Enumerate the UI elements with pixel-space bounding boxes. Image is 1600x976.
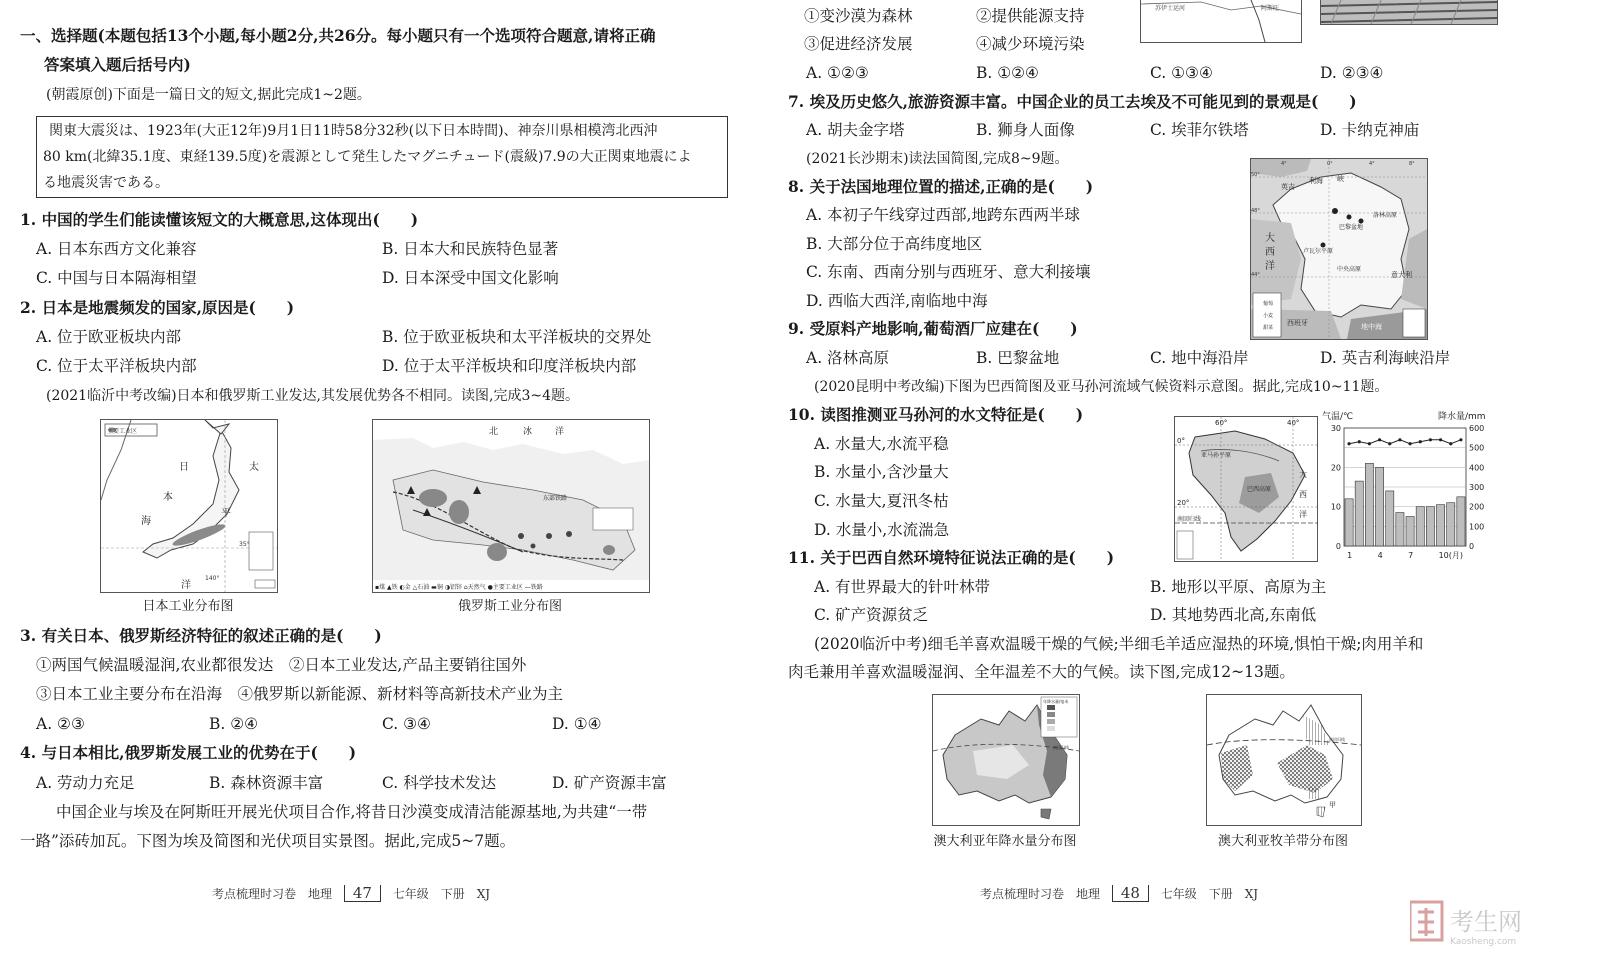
question-1-stem: 1. 中国的学生们能读懂该短文的大概意思,这体现出( ) bbox=[20, 210, 419, 229]
australia-rainfall-caption: 澳大利亚年降水量分布图 bbox=[933, 834, 1077, 849]
footer-title: 考点梳理时习卷 地理 bbox=[212, 887, 333, 901]
japanese-text-box bbox=[36, 116, 728, 198]
precip-bar bbox=[1345, 499, 1353, 546]
russia-sea-label: 北 bbox=[489, 427, 499, 437]
japan-legend-label: 主要工业区 bbox=[107, 428, 138, 435]
climate-chart bbox=[1320, 410, 1500, 564]
precip-bar bbox=[1406, 517, 1414, 547]
temperature-point bbox=[1358, 440, 1361, 443]
q7-option-a[interactable]: A. 胡夫金字塔 bbox=[806, 121, 905, 139]
russia-sea-label: 洋 bbox=[555, 427, 565, 437]
question-7-stem: 7. 埃及历史悠久,旅游资源丰富。中国企业的员工去埃及不可能见到的景观是( ) bbox=[788, 92, 1357, 111]
temperature-line bbox=[1349, 440, 1461, 444]
q4-option-c[interactable]: C. 科学技术发达 bbox=[382, 774, 497, 792]
france-label: 洛林高原 bbox=[1373, 212, 1398, 219]
q3-statement-line: ①两国气候温暖湿润,农业都很发达 ②日本工业发达,产品主要销往国外 bbox=[36, 656, 527, 674]
japan-map-caption: 日本工业分布图 bbox=[142, 599, 234, 614]
russia-legend: ▪煤 ▲铁 ◐金 △石油 ▬铜 ◑铝锌 ⌂天然气 ●主要工业区 —铁路 bbox=[375, 584, 543, 591]
jp-line: 80 km(北緯35.1度、東経139.5度)を震源として発生したマグニチュード(震級)7.9の大正関東地震によ bbox=[43, 149, 692, 165]
q8-option-b[interactable]: B. 大部分位于高纬度地区 bbox=[806, 235, 983, 253]
q3-option-a[interactable]: A. ②③ bbox=[36, 715, 85, 733]
q1-option-a[interactable]: A. 日本东西方文化兼容 bbox=[36, 240, 197, 258]
intro-q5-7-cont: 一路”添砖加瓦。下图为埃及简图和光伏项目实景图。据此,完成5~7题。 bbox=[20, 832, 516, 850]
brazil-label: 西 bbox=[1299, 490, 1307, 499]
brazil-label: 亚马孙平原 bbox=[1201, 452, 1232, 459]
sheep-mark-label: 甲 bbox=[1329, 801, 1336, 809]
q8-option-a[interactable]: A. 本初子午线穿过西部,地跨东西两半球 bbox=[806, 206, 1080, 224]
watermark-main: 考生网 bbox=[1450, 908, 1522, 936]
q3-option-d[interactable]: D. ①④ bbox=[552, 715, 602, 733]
precip-tick-label: 500 bbox=[1469, 443, 1485, 453]
precip-bar bbox=[1386, 491, 1394, 546]
footer-grade: 七年级 下册 XJ bbox=[1160, 887, 1259, 901]
temp-tick-label: 30 bbox=[1330, 424, 1341, 433]
france-lon: 0° bbox=[1327, 161, 1333, 167]
france-label: 峡 bbox=[1337, 175, 1344, 183]
precip-tick-label: 400 bbox=[1469, 463, 1485, 473]
q7-option-d[interactable]: D. 卡纳克神庙 bbox=[1320, 121, 1420, 139]
brazil-label: 洋 bbox=[1299, 510, 1307, 519]
q6-statement: ④减少环境污染 bbox=[976, 35, 1085, 53]
q9-option-d[interactable]: D. 英吉利海峡沿岸 bbox=[1320, 349, 1451, 367]
australia-sheep-caption: 澳大利亚牧羊带分布图 bbox=[1217, 834, 1348, 849]
temp-tick-label: 10 bbox=[1330, 502, 1341, 512]
q6-option-b[interactable]: B. ①②④ bbox=[976, 64, 1039, 82]
q6-option-d[interactable]: D. ②③④ bbox=[1320, 64, 1384, 82]
month-tick-label: 7 bbox=[1408, 551, 1414, 560]
intro-q12-13-cont: 肉毛兼用羊喜欢温暖湿润、全年温差不大的气候。读下图,完成12~13题。 bbox=[788, 663, 1295, 681]
japan-map-label: 平 bbox=[221, 508, 231, 519]
russia-rail-label: 东部铁路 bbox=[543, 495, 568, 502]
page-footer bbox=[980, 885, 1258, 902]
brazil-lat: 0° bbox=[1177, 437, 1185, 445]
rain-tropic-label: 南回归线 bbox=[1053, 745, 1069, 750]
q10-option-d[interactable]: D. 水量小,水流湍急 bbox=[814, 521, 950, 539]
russia-sea-label: 冰 bbox=[523, 427, 533, 437]
brazil-label: 南回归线 bbox=[1177, 516, 1202, 523]
q11-option-c[interactable]: C. 矿产资源贫乏 bbox=[814, 606, 929, 624]
temperature-point bbox=[1459, 438, 1462, 441]
france-legend: 甜菜 bbox=[1263, 325, 1274, 331]
section-title-cont: 答案填入题后括号内) bbox=[44, 55, 191, 74]
japan-map-label: 洋 bbox=[181, 580, 191, 591]
france-label: 意大利 bbox=[1391, 271, 1412, 279]
intro-q10-11: (2020昆明中考改编)下图为巴西简图及亚马孙河流域气候资料示意图。据此,完成10~11题。 bbox=[814, 379, 1389, 395]
precip-bar bbox=[1355, 481, 1363, 546]
sheep-tropic-label: 南回归线 bbox=[1329, 737, 1345, 742]
q6-statement: ①变沙漠为森林 bbox=[804, 7, 913, 25]
france-label: 大 bbox=[1265, 233, 1275, 244]
q9-option-a[interactable]: A. 洛林高原 bbox=[806, 349, 890, 367]
france-map bbox=[1250, 158, 1428, 340]
precip-tick-label: 0 bbox=[1469, 542, 1475, 551]
jp-line: 関東大震災は、1923年(大正12年)9月1日11時58分32秒(以下日本時間)、神奈川県相模湾北西沖 bbox=[49, 123, 658, 139]
brazil-label: 巴西高原 bbox=[1247, 486, 1272, 493]
q1-option-d[interactable]: D. 日本深受中国文化影响 bbox=[382, 269, 559, 287]
precip-bar bbox=[1416, 507, 1424, 546]
intro-q5-7: 中国企业与埃及在阿斯旺开展光伏项目合作,将昔日沙漠变成清洁能源基地,为共建“一带 bbox=[56, 803, 648, 821]
australia-rainfall-map bbox=[932, 694, 1080, 826]
q3-option-c[interactable]: C. ③④ bbox=[382, 715, 431, 733]
japan-map-label: 本 bbox=[163, 492, 173, 503]
france-legend: 葡萄 bbox=[1263, 301, 1274, 307]
france-lon: 8° bbox=[1409, 161, 1415, 167]
france-lon: 4° bbox=[1369, 161, 1375, 167]
france-label: 地中海 bbox=[1361, 323, 1382, 331]
month-tick-label: 10(月) bbox=[1438, 551, 1464, 560]
france-label: 利海 bbox=[1309, 177, 1323, 185]
precip-bar bbox=[1396, 513, 1404, 546]
q6-statement: ③促进经济发展 bbox=[804, 35, 913, 53]
question-10-stem: 10. 读图推测亚马孙河的水文特征是( ) bbox=[788, 405, 1084, 424]
temperature-point bbox=[1408, 442, 1411, 445]
watermark-sub: Kaosheng.com bbox=[1450, 937, 1517, 947]
q3-statement-line: ③日本工业主要分布在沿海 ④俄罗斯以新能源、新材料等高新技术产业为主 bbox=[36, 685, 564, 703]
q10-option-c[interactable]: C. 水量大,夏汛冬枯 bbox=[814, 492, 949, 510]
q1-option-b[interactable]: B. 日本大和民族特色显著 bbox=[382, 240, 559, 258]
temp-tick-label: 0 bbox=[1335, 542, 1341, 551]
brazil-lon: 40° bbox=[1287, 419, 1300, 427]
right-page bbox=[788, 0, 1600, 976]
q9-option-c[interactable]: C. 地中海沿岸 bbox=[1150, 349, 1249, 367]
precip-bar bbox=[1365, 463, 1373, 546]
question-3-stem: 3. 有关日本、俄罗斯经济特征的叙述正确的是( ) bbox=[20, 626, 382, 645]
japan-map-label: 海 bbox=[141, 516, 151, 527]
page-footer bbox=[212, 885, 490, 902]
temperature-point bbox=[1388, 442, 1391, 445]
month-tick-label: 4 bbox=[1377, 551, 1383, 560]
q6-statement: ②提供能源支持 bbox=[976, 7, 1085, 25]
solar-project-photo bbox=[1320, 0, 1498, 25]
brazil-lat: 20° bbox=[1177, 499, 1190, 507]
temperature-point bbox=[1368, 442, 1371, 445]
france-label: 巴黎盆地 bbox=[1339, 224, 1364, 231]
left-page bbox=[0, 0, 780, 976]
france-lat: 44° bbox=[1251, 272, 1260, 278]
france-label: 卢瓦尔平原 bbox=[1303, 248, 1334, 255]
intro-q8-9: (2021长沙期末)读法国简图,完成8~9题。 bbox=[806, 151, 1069, 167]
brazil-map bbox=[1174, 416, 1318, 562]
q7-option-b[interactable]: B. 狮身人面像 bbox=[976, 121, 1075, 139]
egypt-label: 苏伊士运河 bbox=[1155, 5, 1186, 12]
q11-option-b[interactable]: B. 地形以平原、高原为主 bbox=[1150, 578, 1327, 596]
q7-option-c[interactable]: C. 埃菲尔铁塔 bbox=[1150, 121, 1249, 139]
q2-option-c[interactable]: C. 位于太平洋板块内部 bbox=[36, 357, 197, 375]
temperature-point bbox=[1378, 438, 1381, 441]
france-lon: 4° bbox=[1281, 161, 1287, 167]
q1-option-c[interactable]: C. 中国与日本隔海相望 bbox=[36, 269, 197, 287]
france-legend: 小麦 bbox=[1263, 313, 1274, 319]
question-8-stem: 8. 关于法国地理位置的描述,正确的是( ) bbox=[788, 177, 1094, 196]
temp-tick-label: 20 bbox=[1330, 463, 1341, 473]
japan-lat-label: 35° bbox=[239, 541, 250, 548]
precip-tick-label: 600 bbox=[1469, 424, 1485, 433]
q4-option-d[interactable]: D. 矿产资源丰富 bbox=[552, 774, 667, 792]
japan-industry-map bbox=[100, 419, 278, 593]
q3-option-b[interactable]: B. ②④ bbox=[209, 715, 259, 733]
question-9-stem: 9. 受原料产地影响,葡萄酒厂应建在( ) bbox=[788, 319, 1078, 338]
france-label: 西班牙 bbox=[1287, 319, 1308, 327]
temperature-point bbox=[1449, 442, 1452, 445]
france-label: 中央高原 bbox=[1337, 266, 1362, 273]
temperature-point bbox=[1429, 438, 1432, 441]
france-label: 英吉 bbox=[1281, 183, 1295, 191]
section-title: 一、选择题(本题包括13个小题,每小题2分,共26分。每小题只有一个选项符合题意,请将正确 bbox=[20, 26, 656, 45]
egypt-map bbox=[1140, 0, 1302, 43]
temperature-point bbox=[1439, 438, 1442, 441]
russia-map-caption: 俄罗斯工业分布图 bbox=[457, 599, 562, 614]
precip-tick-label: 300 bbox=[1469, 483, 1485, 492]
france-lat: 50° bbox=[1251, 172, 1260, 178]
q6-option-c[interactable]: C. ①③④ bbox=[1150, 64, 1213, 82]
australia-sheep-map bbox=[1206, 694, 1362, 826]
q9-option-b[interactable]: B. 巴黎盆地 bbox=[976, 349, 1060, 367]
precip-bar bbox=[1457, 497, 1465, 546]
rain-legend-title: 年降水量/毫米 bbox=[1043, 699, 1069, 704]
brazil-label: 大 bbox=[1299, 470, 1307, 479]
q11-option-d[interactable]: D. 其地势西北高,东南低 bbox=[1150, 606, 1317, 624]
jp-line: る地震災害である。 bbox=[43, 175, 169, 191]
intro-q12-13: (2020临沂中考)细毛羊喜欢温暖干燥的气候;半细毛羊适应湿热的环境,惧怕干燥;肉用羊和 bbox=[814, 635, 1424, 653]
precip-bar bbox=[1426, 507, 1434, 546]
watermark-logo bbox=[1410, 898, 1570, 952]
japan-map-label: 日 bbox=[179, 462, 189, 473]
brazil-lon: 60° bbox=[1215, 419, 1228, 427]
precip-tick-label: 100 bbox=[1469, 522, 1485, 532]
temperature-point bbox=[1398, 438, 1401, 441]
france-label: 洋 bbox=[1265, 261, 1275, 272]
q4-option-b[interactable]: B. 森林资源丰富 bbox=[209, 774, 324, 792]
q8-option-d[interactable]: D. 西临大西洋,南临地中海 bbox=[806, 292, 988, 310]
intro-q1-2: (朝霞原创)下面是一篇日文的短文,据此完成1~2题。 bbox=[46, 87, 371, 103]
q10-option-a[interactable]: A. 水量大,水流平稳 bbox=[814, 435, 949, 453]
q6-option-a[interactable]: A. ①②③ bbox=[806, 64, 869, 82]
question-4-stem: 4. 与日本相比,俄罗斯发展工业的优势在于( ) bbox=[20, 743, 357, 762]
precip-bar bbox=[1447, 503, 1455, 546]
page-number: 48 bbox=[1112, 885, 1149, 902]
question-2-stem: 2. 日本是地震频发的国家,原因是( ) bbox=[20, 298, 295, 317]
precip-tick-label: 200 bbox=[1469, 502, 1485, 512]
q8-option-c[interactable]: C. 东南、西南分别与西班牙、意大利接壤 bbox=[806, 263, 1091, 281]
q2-option-d[interactable]: D. 位于太平洋板块和印度洋板块内部 bbox=[382, 357, 637, 375]
q2-option-b[interactable]: B. 位于欧亚板块和太平洋板块的交界处 bbox=[382, 328, 652, 346]
russia-industry-map bbox=[372, 419, 650, 593]
temperature-point bbox=[1419, 440, 1422, 443]
france-label: 西 bbox=[1265, 247, 1275, 258]
egypt-label: 阿斯旺 bbox=[1261, 5, 1280, 12]
climate-precip-axis-label: 降水量/mm bbox=[1438, 412, 1486, 422]
question-11-stem: 11. 关于巴西自然环境特征说法正确的是( ) bbox=[788, 548, 1115, 567]
month-tick-label: 1 bbox=[1347, 551, 1353, 560]
footer-title: 考点梳理时习卷 地理 bbox=[980, 887, 1101, 901]
q11-option-a[interactable]: A. 有世界最大的针叶林带 bbox=[814, 578, 991, 596]
climate-temp-axis-label: 气温/℃ bbox=[1322, 412, 1354, 422]
precip-bar bbox=[1376, 467, 1384, 546]
q4-option-a[interactable]: A. 劳动力充足 bbox=[36, 774, 135, 792]
q2-option-a[interactable]: A. 位于欧亚板块内部 bbox=[36, 328, 182, 346]
q10-option-b[interactable]: B. 水量小,含沙量大 bbox=[814, 463, 949, 481]
page-number: 47 bbox=[344, 885, 381, 902]
japan-lon-label: 140° bbox=[205, 575, 220, 582]
precip-bar bbox=[1437, 505, 1445, 546]
temperature-point bbox=[1347, 442, 1350, 445]
japan-map-label: 太 bbox=[249, 462, 259, 473]
france-lat: 48° bbox=[1251, 208, 1260, 214]
footer-grade: 七年级 下册 XJ bbox=[392, 887, 491, 901]
intro-q3-4: (2021临沂中考改编)日本和俄罗斯工业发达,其发展优势各不相同。读图,完成3~4题。 bbox=[46, 388, 579, 404]
